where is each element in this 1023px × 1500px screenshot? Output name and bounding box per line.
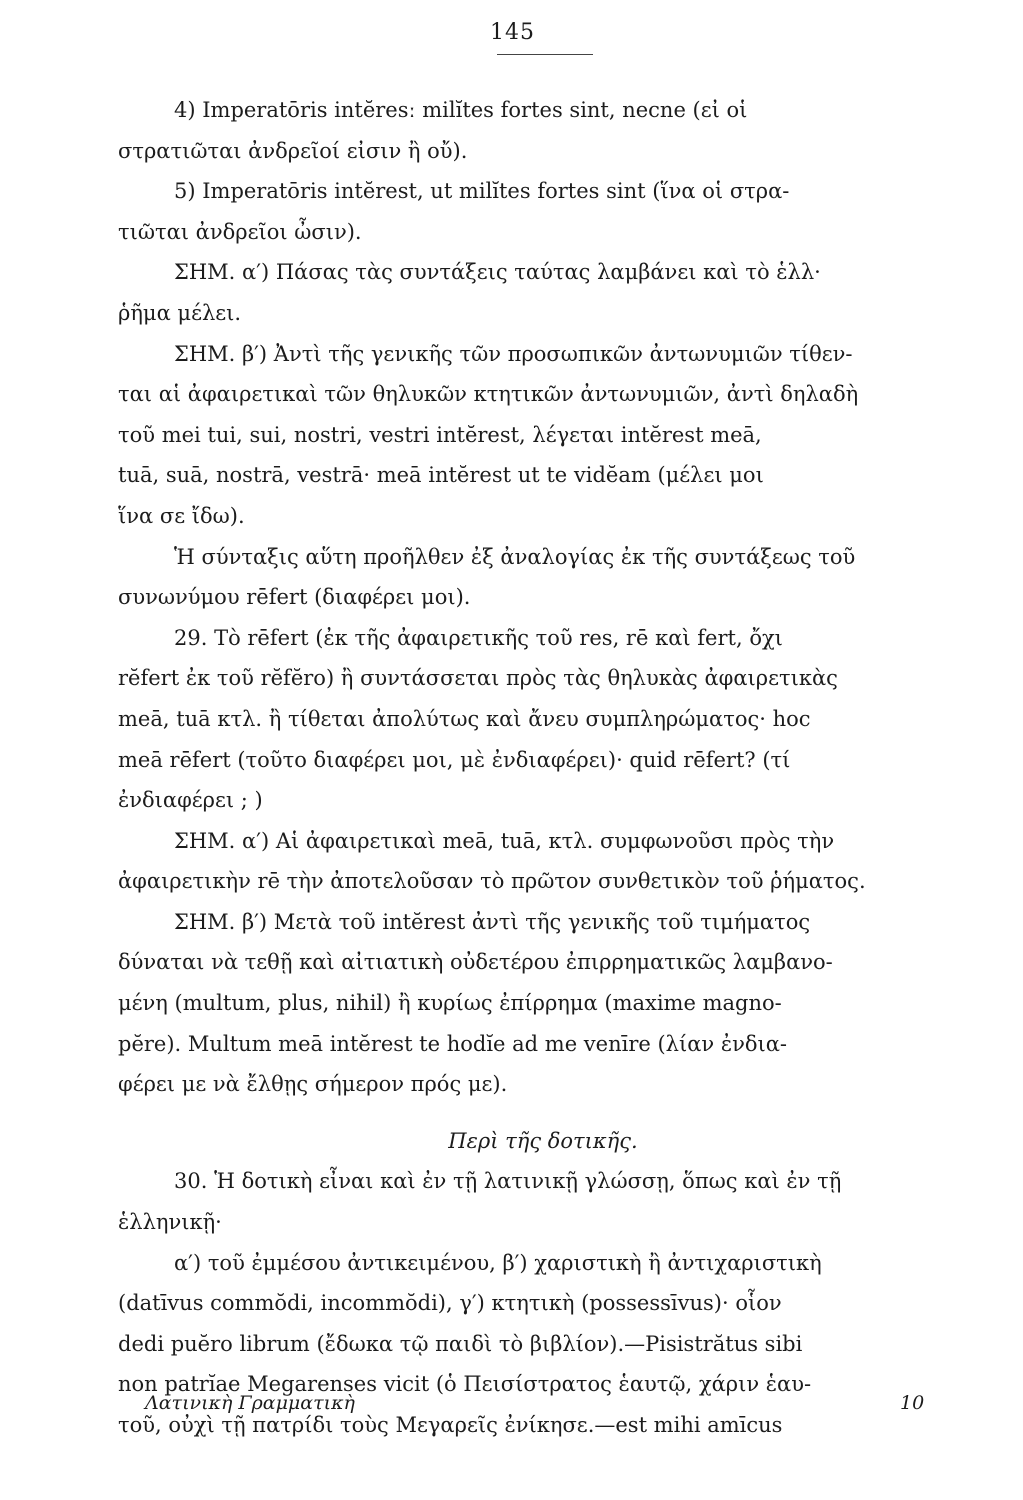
- text-line: tuā, suā, nostrā, vestrā· meā intĕrest ut te vidĕam (μέλει μοι: [118, 463, 764, 488]
- text-line: συνωνύμου rēfert (διαφέρει μοι).: [118, 585, 471, 610]
- page-number: 145: [490, 20, 535, 45]
- text-line: (datīvus commŏdi, incommŏdi), γ′) κτητικὴ (possessīvus)· οἷον: [118, 1291, 782, 1316]
- text-line: φέρει με νὰ ἔλθῃς σήμερον πρός με).: [118, 1072, 508, 1097]
- text-line: δύναται νὰ τεθῇ καὶ αἰτιατικὴ οὐδετέρου ἐπιρρηματικῶς λαμβανο-: [118, 950, 833, 975]
- text-line: ἑλληνικῇ·: [118, 1210, 222, 1235]
- text-line: ΣΗΜ. β′) Μετὰ τοῦ intĕrest ἀντὶ τῆς γενικῆς τοῦ τιμήματος: [174, 909, 811, 934]
- page-number-rule: [497, 54, 593, 55]
- text-line: ἀφαιρετικὴν rē τὴν ἀποτελοῦσαν τὸ πρῶτον συνθετικὸν τοῦ ῥήματος.: [118, 869, 866, 894]
- text-line: μένη (multum, plus, nihil) ἢ κυρίως ἐπίρρημα (maxime magno-: [118, 991, 782, 1016]
- text-line: ἐνδιαφέρει ; ): [118, 788, 263, 813]
- body-text: [118, 90, 968, 1446]
- text-line: α′) τοῦ ἐμμέσου ἀντικειμένου, β′) χαριστικὴ ἢ ἀντιχαριστικὴ: [174, 1250, 822, 1275]
- text-line: ται αἱ ἀφαιρετικαὶ τῶν θηλυκῶν κτητικῶν ἀντωνυμιῶν, ἀντὶ δηλαδὴ: [118, 382, 859, 407]
- text-line: 5) Imperatōris intĕrest, ut milĭtes fortes sint (ἵνα οἱ στρα-: [174, 179, 790, 204]
- page-footer: [145, 1392, 945, 1422]
- section-heading-text: Περὶ τῆς δοτικῆς.: [448, 1128, 638, 1153]
- text-line: pĕre). Multum meā intĕrest te hodĭe ad me venīre (λίαν ἐνδια-: [118, 1031, 788, 1056]
- text-line: τιῶται ἀνδρεῖοι ὦσιν).: [118, 219, 362, 244]
- text-line: dedi puĕro librum (ἔδωκα τῷ παιδὶ τὸ βιβλίον).—Pisistrătus sibi: [118, 1331, 803, 1356]
- text-line: ΣΗΜ. α′) Πάσας τὰς συντάξεις ταύτας λαμβάνει καὶ τὸ ἑλλ·: [174, 260, 821, 285]
- text-line: στρατιῶται ἀνδρεῖοί εἰσιν ἢ οὔ).: [118, 138, 468, 163]
- text-line: 30. Ἡ δοτικὴ εἶναι καὶ ἐν τῇ λατινικῇ γλώσσῃ, ὅπως καὶ ἐν τῇ: [174, 1169, 842, 1194]
- text-line: 4) Imperatōris intĕresː milĭtes fortes sint, necne (εἰ οἱ: [174, 98, 748, 122]
- section-heading: [118, 1121, 968, 1162]
- text-line: non patrĭae Megarenses vicit (ὁ Πεισίστρατος ἑαυτῷ, χάριν ἑαυ-: [118, 1372, 812, 1397]
- text-line: meā rēfert (τοῦτο διαφέρει μοι, μὲ ἐνδιαφέρει)· quid rēfert? (τί: [118, 747, 791, 772]
- text-line: ῥῆμα μέλει.: [118, 300, 242, 325]
- text-line: ἵνα σε ἴδω).: [118, 503, 245, 528]
- paragraph-block-1: [118, 90, 968, 1105]
- text-line: ΣΗΜ. β′) Ἀντὶ τῆς γενικῆς τῶν προσωπικῶν ἀντωνυμιῶν τίθεν-: [174, 341, 853, 366]
- text-line: rĕfert ἐκ τοῦ rĕfĕro) ἢ συντάσσεται πρὸς τὰς θηλυκὰς ἀφαιρετικὰς: [118, 666, 838, 691]
- text-line: τοῦ, οὐχὶ τῇ πατρίδι τοὺς Μεγαρεῖς ἐνίκησε.—est mihi amīcus: [118, 1413, 783, 1437]
- text-line: meā, tuā κτλ. ἢ τίθεται ἀπολύτως καὶ ἄνευ συμπληρώματος· hoc: [118, 706, 811, 731]
- text-line: ΣΗΜ. α′) Αἱ ἀφαιρετικαὶ meā, tuā, κτλ. συμφωνοῦσι πρὸς τὴν: [174, 828, 835, 853]
- text-line: Ἡ σύνταξις αὕτη προῆλθεν ἐξ ἀναλογίας ἐκ τῆς συντάξεως τοῦ: [174, 544, 856, 569]
- signature-number: 10: [900, 1392, 925, 1414]
- running-title: Λατινικὴ Γραμματικὴ: [145, 1392, 355, 1414]
- text-line: 29. Τὸ rēfert (ἐκ τῆς ἀφαιρετικῆς τοῦ res, rē καὶ fert, ὄχι: [174, 625, 783, 650]
- text-line: τοῦ mei tui, sui, nostri, vestri intĕrest, λέγεται intĕrest meā,: [118, 422, 762, 447]
